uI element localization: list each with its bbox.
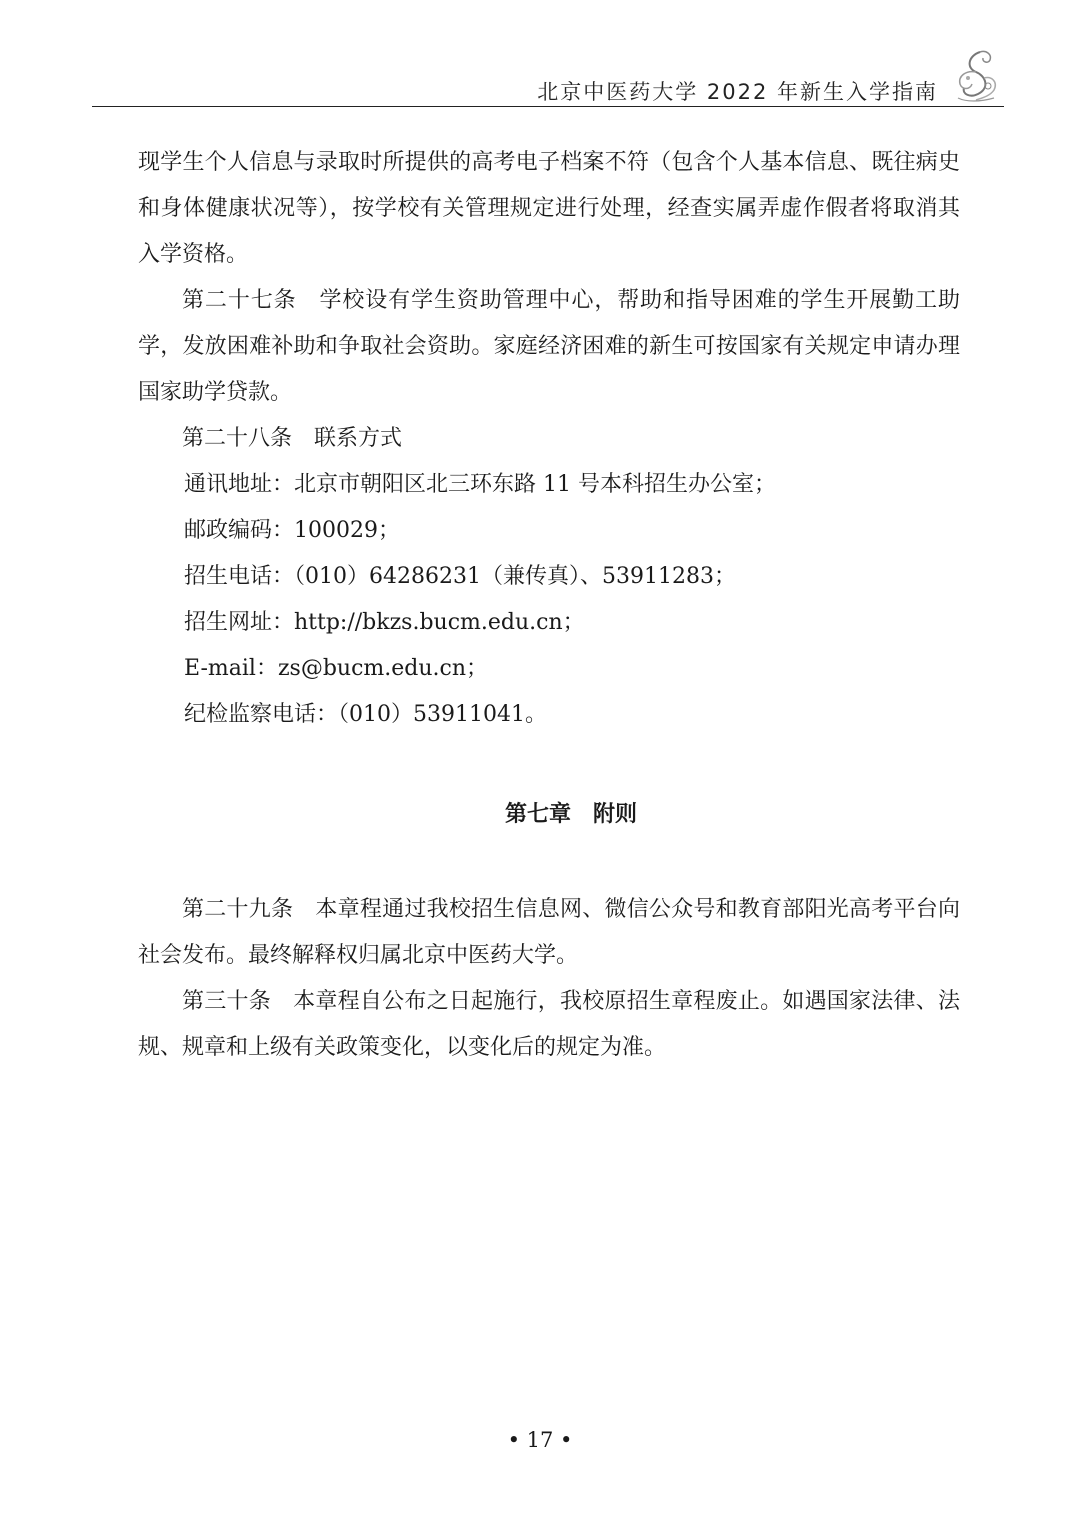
contact-postcode: 邮政编码：100029； [184,518,400,543]
section-appendix [138,887,960,1071]
page-number: • 17 • [507,1428,573,1452]
chapter-title: 第七章 附则 [504,802,637,827]
contact-email: E-mail：zs@bucm.edu.cn； [184,656,489,681]
paragraph-article-27: 第二十七条 学校设有学生资助管理中心，帮助和指导困难的学生开展勤工助学，发放困难补助和争取社会资助。家庭经济困难的新生可按国家有关规定申请办理国家助学贷款。 [138,288,960,405]
contact-address: 通讯地址：北京市朝阳区北三环东路 11 号本科招生办公室； [184,472,776,497]
section-contact [138,140,960,738]
page-header [92,60,1004,107]
contact-phone: 招生电话：（010）64286231（兼传真）、53911283； [184,564,736,589]
contact-website: 招生网址：http://bkzs.bucm.edu.cn； [184,610,585,635]
paragraph-article-30: 第三十条 本章程自公布之日起施行，我校原招生章程废止。如遇国家法律、法规、规章和上级有关政策变化，以变化后的规定为准。 [138,989,960,1060]
paragraph-continuation: 现学生个人信息与录取时所提供的高考电子档案不符（包含个人基本信息、既往病史和身体健康状况等），按学校有关管理规定进行处理，经查实属弄虚作假者将取消其入学资格。 [138,150,960,267]
paragraph-article-29: 第二十九条 本章程通过我校招生信息网、微信公众号和教育部阳光高考平台向社会发布。最终解释权归属北京中医药大学。 [138,897,960,968]
contact-supervision-phone: 纪检监察电话：（010）53911041。 [184,702,547,727]
paragraph-article-28: 第二十八条 联系方式 [182,426,403,451]
header-title: 北京中医药大学 2022 年新生入学指南 [537,80,938,104]
floral-ornament-icon [950,48,1002,104]
